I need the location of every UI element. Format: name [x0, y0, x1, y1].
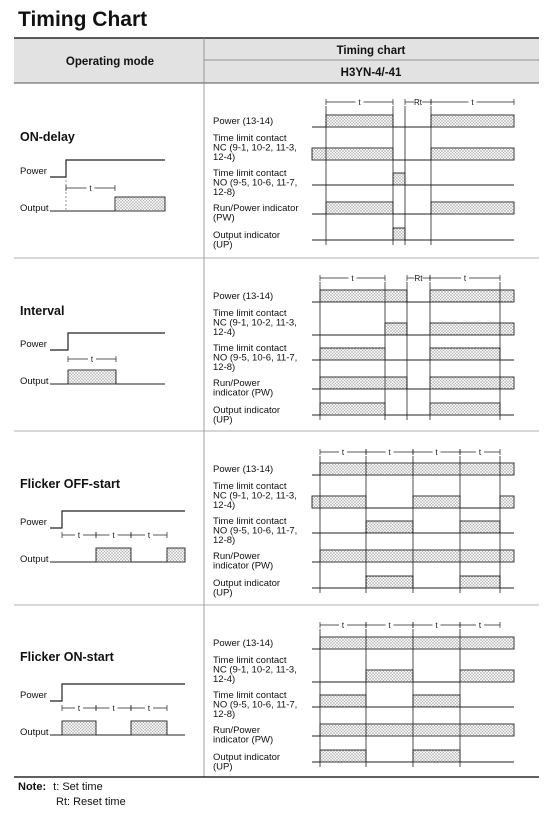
wave-power [312, 290, 514, 302]
mini-dimension-label: t [77, 531, 81, 540]
label-no: Time limit contact [213, 168, 287, 179]
wave-nc-pulse [312, 148, 393, 160]
mini-dimension-label: t [112, 531, 115, 540]
wave-pw-pulse [326, 202, 393, 214]
label-nc: NC (9-1, 10-2, 11-3, [213, 142, 297, 154]
label-up: Output indicator [213, 230, 281, 241]
wave-power-pulse [430, 290, 514, 302]
time-dimension-label: t [435, 448, 438, 457]
mini-power-wave [50, 160, 165, 177]
label-no: NO (9-5, 10-6, 11-7, [213, 525, 298, 537]
label-pw: indicator (PW) [213, 734, 274, 746]
wave-no-pulse [393, 173, 405, 185]
label-nc: 12-4) [213, 674, 236, 685]
label-nc: Time limit contact [213, 133, 287, 144]
wave-power-pulse [431, 115, 514, 127]
mini-output-pulse [68, 370, 116, 384]
label-nc: Time limit contact [213, 481, 287, 492]
time-dimension-label: t [358, 98, 361, 107]
mini-power-wave [50, 511, 185, 528]
mini-label-power: Power [20, 517, 47, 528]
time-dimension-label: Rt [414, 98, 422, 107]
label-nc: 12-4) [213, 500, 236, 511]
wave-up [312, 403, 514, 415]
label-power: Power (13-14) [213, 638, 274, 649]
wave-up-pulse [366, 576, 413, 588]
mini-power-wave [50, 684, 185, 701]
label-pw: Run/Power [213, 378, 260, 389]
mini-dimension-label: t [90, 355, 94, 364]
label-no: Time limit contact [213, 516, 287, 527]
wave-up-pulse [320, 403, 385, 415]
label-pw: indicator (PW) [213, 387, 274, 399]
mode-title: ON-delay [20, 130, 75, 144]
label-no: NO (9-5, 10-6, 11-7, [213, 699, 298, 711]
label-no: NO (9-5, 10-6, 11-7, [213, 352, 298, 364]
wave-nc [312, 148, 514, 160]
wave-pw-pulse [430, 377, 514, 389]
time-dimension-label: t [478, 621, 482, 630]
mini-diagram [50, 160, 165, 211]
wave-no-pulse [320, 348, 385, 360]
wave-power-pulse [320, 463, 514, 475]
label-up: (UP) [213, 761, 233, 773]
wave-power [312, 115, 514, 127]
note-label: Note: [18, 781, 47, 793]
header-operating-mode: Operating mode [65, 56, 155, 68]
label-no: 12-8) [213, 535, 236, 546]
label-pw: Run/Power [213, 551, 260, 562]
mini-dimension-label: t [147, 531, 151, 540]
label-no: Time limit contact [213, 690, 287, 701]
wave-up-pulse [413, 750, 460, 762]
wave-nc-pulse [430, 323, 514, 335]
label-nc: NC (9-1, 10-2, 11-3, [213, 664, 297, 676]
mini-label-power: Power [20, 339, 47, 350]
wave-power-pulse [320, 637, 514, 649]
note [18, 780, 126, 810]
label-up: (UP) [213, 239, 233, 251]
label-up: Output indicator [213, 405, 281, 416]
wave-pw-pulse [320, 550, 514, 562]
mini-label-power: Power [20, 166, 47, 177]
label-no: NO (9-5, 10-6, 11-7, [213, 177, 298, 189]
wave-no [312, 348, 514, 360]
wave-pw-pulse [320, 377, 407, 389]
label-nc: NC (9-1, 10-2, 11-3, [213, 317, 297, 329]
label-nc: Time limit contact [213, 308, 287, 319]
mini-label-power: Power [20, 690, 47, 701]
mode-title: Flicker OFF-start [20, 477, 121, 491]
wave-pw [312, 377, 514, 389]
mode-title: Flicker ON-start [20, 650, 114, 664]
time-dimension-label: t [471, 98, 474, 107]
page-title: Timing Chart [18, 8, 148, 31]
label-power: Power (13-14) [213, 464, 274, 475]
wave-no-pulse [413, 695, 460, 707]
mini-dimension-label: t [77, 704, 81, 713]
wave-pw [312, 202, 514, 214]
wave-no-pulse [460, 521, 500, 533]
mini-dimension-label: t [147, 704, 151, 713]
wave-power-pulse [320, 290, 407, 302]
mini-output-pulse [115, 197, 165, 211]
wave-nc-pulse [413, 496, 460, 508]
label-no: Time limit contact [213, 343, 287, 354]
wave-up-pulse [430, 403, 500, 415]
label-pw: Run/Power indicator [213, 203, 299, 214]
mini-diagram [50, 333, 165, 384]
label-nc: Time limit contact [213, 655, 287, 666]
time-dimension-label: t [351, 274, 354, 283]
header-timing-chart: Timing chart [336, 45, 406, 57]
wave-power-pulse [326, 115, 393, 127]
label-up: Output indicator [213, 752, 281, 763]
wave-up [312, 228, 514, 240]
header-model: H3YN-4/-41 [340, 67, 402, 79]
wave-nc-pulse [366, 670, 413, 682]
wave-no-pulse [320, 695, 366, 707]
label-up: (UP) [213, 414, 233, 426]
label-no: 12-8) [213, 187, 236, 198]
wave-nc-pulse [500, 496, 514, 508]
wave-nc-pulse [431, 148, 514, 160]
label-no: 12-8) [213, 362, 236, 373]
mini-label-output: Output [20, 727, 49, 738]
wave-no-pulse [366, 521, 413, 533]
label-pw: (PW) [213, 212, 235, 224]
wave-pw-pulse [320, 724, 514, 736]
mini-output-pulse [96, 548, 131, 562]
mini-output-pulse [62, 721, 96, 735]
time-dimension-label: t [341, 448, 345, 457]
time-dimension-label: t [478, 448, 482, 457]
time-dimension-label: t [341, 621, 345, 630]
label-nc: 12-4) [213, 327, 236, 338]
label-power: Power (13-14) [213, 291, 274, 302]
label-power: Power (13-14) [213, 116, 274, 127]
mini-power-wave [50, 333, 165, 350]
wave-nc-pulse [385, 323, 407, 335]
time-dimension-label: t [435, 621, 438, 630]
mini-output-pulse [167, 548, 185, 562]
label-up: (UP) [213, 587, 233, 599]
note-line-rt: Rt: Reset time [56, 796, 126, 808]
wave-no-pulse [430, 348, 500, 360]
mini-dimension-label: t [89, 184, 92, 193]
label-nc: NC (9-1, 10-2, 11-3, [213, 490, 297, 502]
mini-label-output: Output [20, 376, 49, 387]
time-dimension-label: t [388, 448, 391, 457]
note-line-t: t: Set time [53, 781, 103, 793]
mini-label-output: Output [20, 554, 49, 565]
mini-dimension-label: t [112, 704, 115, 713]
mini-output-pulse [131, 721, 167, 735]
label-pw: indicator (PW) [213, 560, 274, 572]
wave-up-pulse [393, 228, 405, 240]
wave-up-pulse [320, 750, 366, 762]
time-dimension-label: t [463, 274, 467, 283]
label-nc: 12-4) [213, 152, 236, 163]
label-pw: Run/Power [213, 725, 260, 736]
wave-nc [312, 323, 514, 335]
mode-title: Interval [20, 304, 65, 318]
wave-pw-pulse [431, 202, 514, 214]
time-dimension-label: Rt [414, 274, 423, 283]
mini-label-output: Output [20, 203, 49, 214]
label-no: 12-8) [213, 709, 236, 720]
label-up: Output indicator [213, 578, 281, 589]
time-dimension-label: t [388, 621, 391, 630]
wave-up-pulse [460, 576, 500, 588]
wave-nc-pulse [460, 670, 514, 682]
wave-no [312, 173, 514, 185]
